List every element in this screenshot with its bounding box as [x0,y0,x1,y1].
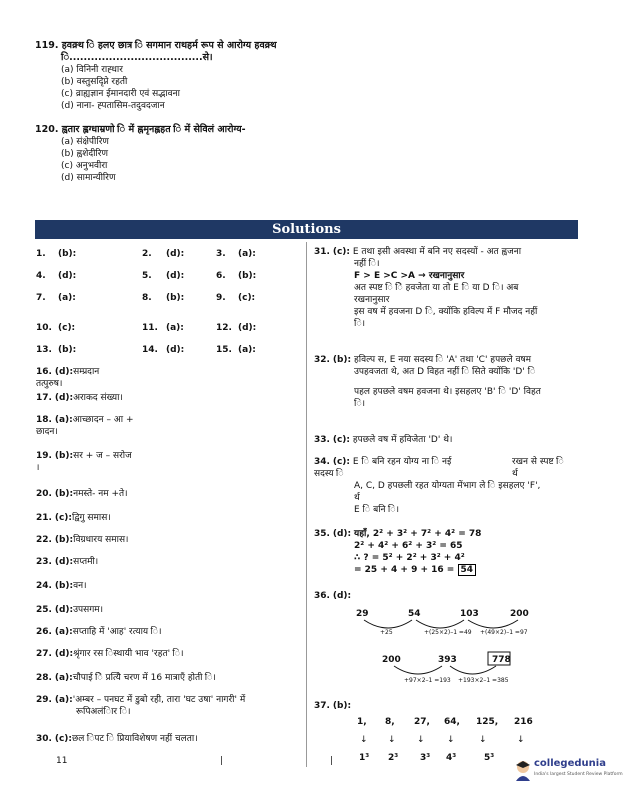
answer-number: 20. [36,489,52,499]
series-diagram [340,602,580,692]
question-option: (b) वस्तुसदृिप्ने रहती [61,77,128,87]
logo-tagline: India's largest Student Review Platform [534,772,623,777]
series-op: +97×2–1 =193 [404,677,451,684]
page-number: 11 [56,756,68,766]
cube-sequence-value: 125, [476,717,499,727]
solution-31: 31. (c): E तथा इसी अवस्था में बनि नए सदस्यों - अत ह्वजना नहीं ि। F > E >C >A → रखनानुसार अत स्पष्ट ि िे हवजेता या तो E ि या D ि। अब रखनानुसार इस वष में हवजना D ि, क्योंकि हविल्प में F मौजद नहीं ि। [314,247,538,329]
answer-explanation: द्विगु समास। [72,513,111,523]
logo-name: collegedunia [534,758,606,769]
question-stem: हवक्र्थ ि हलए छात्र ि सगमान राथहर्म रूप से आरोग्य हवक्र्थ [61,40,277,51]
footer-separator: | [220,756,224,766]
answer-number: 15. [216,345,232,355]
question-option: (a) विनिनी राह्धार [61,65,123,75]
answer-option: (b): [58,249,77,259]
collegedunia-logo [514,757,623,787]
answer-explanation: नमस्ते- नम +ते। [73,489,128,499]
answer-explanation: सर + ज – सरोज [73,451,132,461]
answer-number: 12. [216,323,232,333]
cube-sequence-value: 1, [357,717,367,727]
series-op: +(25×2)–1 =49 [424,629,472,636]
answer-option: (a): [166,323,184,333]
answer-number: 13. [36,345,52,355]
solution-19 [36,450,302,474]
answer-explanation: 'अम्बर – पनघट में डुबो रही, तारा 'घट उषा' नागरी' में [72,695,246,705]
answer-explanation: सम्प्रदान [73,367,100,377]
student-avatar-icon [514,759,532,781]
solutions-banner [35,220,578,239]
down-arrow-icon: ↓ [517,735,525,745]
answer-explanation: अराकद संख्या। [73,393,123,403]
solution-32: 32. (b): हविल्प स, E नया सदस्य ि 'A' तथा 'C' हपछले वषम उपहवजता थे, अत D विहत नहीं ि सिते क्योंकि 'D' ि पहल हपछले वषम हवजना थे। इसहलए 'B' ि 'D' विहत ि। [314,355,541,409]
cube-notation: 3³ [420,753,431,763]
cube-notation: 4³ [446,753,457,763]
series-arc [416,620,464,628]
cube-sequence-value: 27, [414,717,430,727]
solution-37-label: 37. (b): [314,701,352,711]
solution-25 [36,604,302,616]
answer-option: (b): [166,293,185,303]
series-op: +193×2–1 =385 [458,677,509,684]
cube-notation: 1³ [359,753,370,763]
solution-24 [36,580,302,592]
answer-explanation: छल िपट ि प्रियाविशेषण नहीं चलता। [72,734,198,744]
question-stem: ि.....................................से। [61,52,213,63]
down-arrow-icon: ↓ [388,735,396,745]
solution-28 [36,672,302,684]
answer-number: 27. [36,649,52,659]
solutions-title: Solutions [272,222,341,237]
down-arrow-icon: ↓ [360,735,368,745]
answer-number: 1. [36,249,46,259]
answer-option: (b): [54,535,74,545]
answer-option: (b): [54,581,74,591]
answer-option: (c): [238,293,256,303]
question-number: 119. [35,40,59,51]
answer-number: 25. [36,605,52,615]
solution-21 [36,512,302,524]
answer-number: 29. [36,695,52,705]
answer-explanation: । [36,463,40,473]
question-option: (c) अनुभवीरा [61,161,108,171]
answer-number: 8. [142,293,152,303]
answer-explanation: तत्पुरुष। [36,379,63,389]
answer-option: (d): [54,557,74,567]
series-value: 200 [510,609,529,619]
solution-18 [36,414,302,438]
answer-explanation: चौपाई िे प्रत्येि चरण में 16 मात्राएँ होती ि। [72,673,216,683]
down-arrow-icon: ↓ [447,735,455,745]
answer-explanation: श्रृंगार रस िस्थायी भाव 'रहत' ि। [73,649,184,659]
question-option: (d) सामान्यीरिण [61,173,116,183]
solution-17 [36,392,302,404]
answer-explanation: विग्रधारय समास। [73,535,129,545]
question-option: (c) व्राह्यज्ञान ईमानदारी एवं सद्भावना [61,89,181,99]
solution-34: 34. (c): E ि बनि रहन योग्य ना ि नई रखन से स्पष्ट ि सदस्य ि र्थ A, C, D हपछली रहत योग्यता मेंभाग ले ि इसहलए 'F', र्थ E ि बनि ि। [314,457,564,515]
question-option: (a) संक्षेपीरिण [61,137,109,147]
answer-option: (b): [58,345,77,355]
answer-explanation: आच्छादन – आ + [72,415,134,425]
solution-16 [36,366,302,390]
answer-explanation: सप्तमी। [73,557,99,567]
series-value: 103 [460,609,479,619]
answer-number: 7. [36,293,46,303]
answer-option: (d): [54,649,74,659]
answer-number: 21. [36,513,52,523]
question-119 [35,40,365,112]
answer-option: (d): [54,393,74,403]
question-number: 120. [35,124,59,135]
answer-option: (d): [166,271,185,281]
question-option: (d) नाना- ह्पतासिम-तदुवदजान [61,101,165,111]
answer-number: 26. [36,627,52,637]
series-value: 29 [356,609,369,619]
question-option: (b) ह्वशेदीरिण [61,149,108,159]
answer-explanation: रूपिअलंिार ि। [76,707,131,717]
series-arc [450,666,496,674]
answer-number: 5. [142,271,152,281]
series-op: +(49×2)–1 =97 [480,629,528,636]
answer-box: 54 [458,564,477,576]
series-op: +25 [380,629,393,636]
answer-number: 30. [36,734,52,744]
answer-option: (c): [54,734,72,744]
series-arc [468,620,518,628]
answer-option: (d): [54,367,74,377]
answer-option: (d): [166,345,185,355]
answer-number: 10. [36,323,52,333]
series-arc [394,666,442,674]
answer-option: (b): [238,271,257,281]
answer-option: (a): [58,293,76,303]
answer-explanation: उपसगम। [73,605,104,615]
answer-number: 16. [36,367,52,377]
solution-36-label: 36. (d): [314,591,352,601]
answer-option: (a): [54,695,73,705]
cube-sequence-value: 216 [514,717,533,727]
cube-sequence-value: 64, [444,717,460,727]
answer-number: 3. [216,249,226,259]
answer-option: (d): [54,605,74,615]
answer-option: (d): [58,271,77,281]
answer-option: (b): [54,489,74,499]
answer-explanation: सप्ताहि में 'आह' रत्याय ि। [72,627,162,637]
series-value: 54 [408,609,421,619]
solution-26 [36,626,302,638]
solution-23 [36,556,302,568]
answer-number: 23. [36,557,52,567]
answer-number: 28. [36,673,52,683]
answer-number: 4. [36,271,46,281]
answer-number: 6. [216,271,226,281]
answer-option: (a): [54,415,73,425]
solution-20 [36,488,302,500]
answer-number: 19. [36,451,52,461]
answer-number: 11. [142,323,158,333]
answer-option: (d): [166,249,185,259]
answer-number: 17. [36,393,52,403]
solution-30 [36,733,302,745]
answer-explanation: छादन। [36,427,58,437]
answer-option: (a): [238,345,256,355]
answer-number: 22. [36,535,52,545]
series-value: 200 [382,655,401,665]
cube-notation: 2³ [388,753,399,763]
answer-number: 2. [142,249,152,259]
answer-option: (b): [54,451,74,461]
column-divider [306,242,307,767]
cube-sequence-value: 8, [385,717,395,727]
answer-number: 24. [36,581,52,591]
solution-29 [36,694,302,718]
answer-option: (a): [54,627,73,637]
answer-number: 18. [36,415,52,425]
solution-35: 35. (d): यहाँ, 2² + 3² + 7² + 4² = 78 2² + 4² + 6² + 3² = 65 ∴ ? = 5² + 2² + 3² + 4² = 25 + 4 + 9 + 16 = 54 [314,529,482,575]
question-120 [35,124,365,184]
answer-option: (c): [58,323,76,333]
answer-number: 14. [142,345,158,355]
solution-33: 33. (c): हपछले वष में हविजेता 'D' थे। [314,435,453,445]
down-arrow-icon: ↓ [479,735,487,745]
answer-option: (a): [54,673,73,683]
solution-27 [36,648,302,660]
answer-option: (c): [54,513,72,523]
answer-number: 9. [216,293,226,303]
down-arrow-icon: ↓ [417,735,425,745]
series-arc [364,620,412,628]
answer-option: (d): [238,323,257,333]
series-value: 778 [492,655,511,665]
footer-separator: | [330,756,334,766]
answer-option: (a): [238,249,256,259]
answer-explanation: वन। [73,581,87,591]
solution-22 [36,534,302,546]
question-stem: ह्वतार ह्लग्धाम्रणो ि में ह्नमृनह्लहत ि में सेविलं आरोग्य- [61,124,246,135]
series-value: 393 [438,655,457,665]
cube-notation: 5³ [484,753,495,763]
